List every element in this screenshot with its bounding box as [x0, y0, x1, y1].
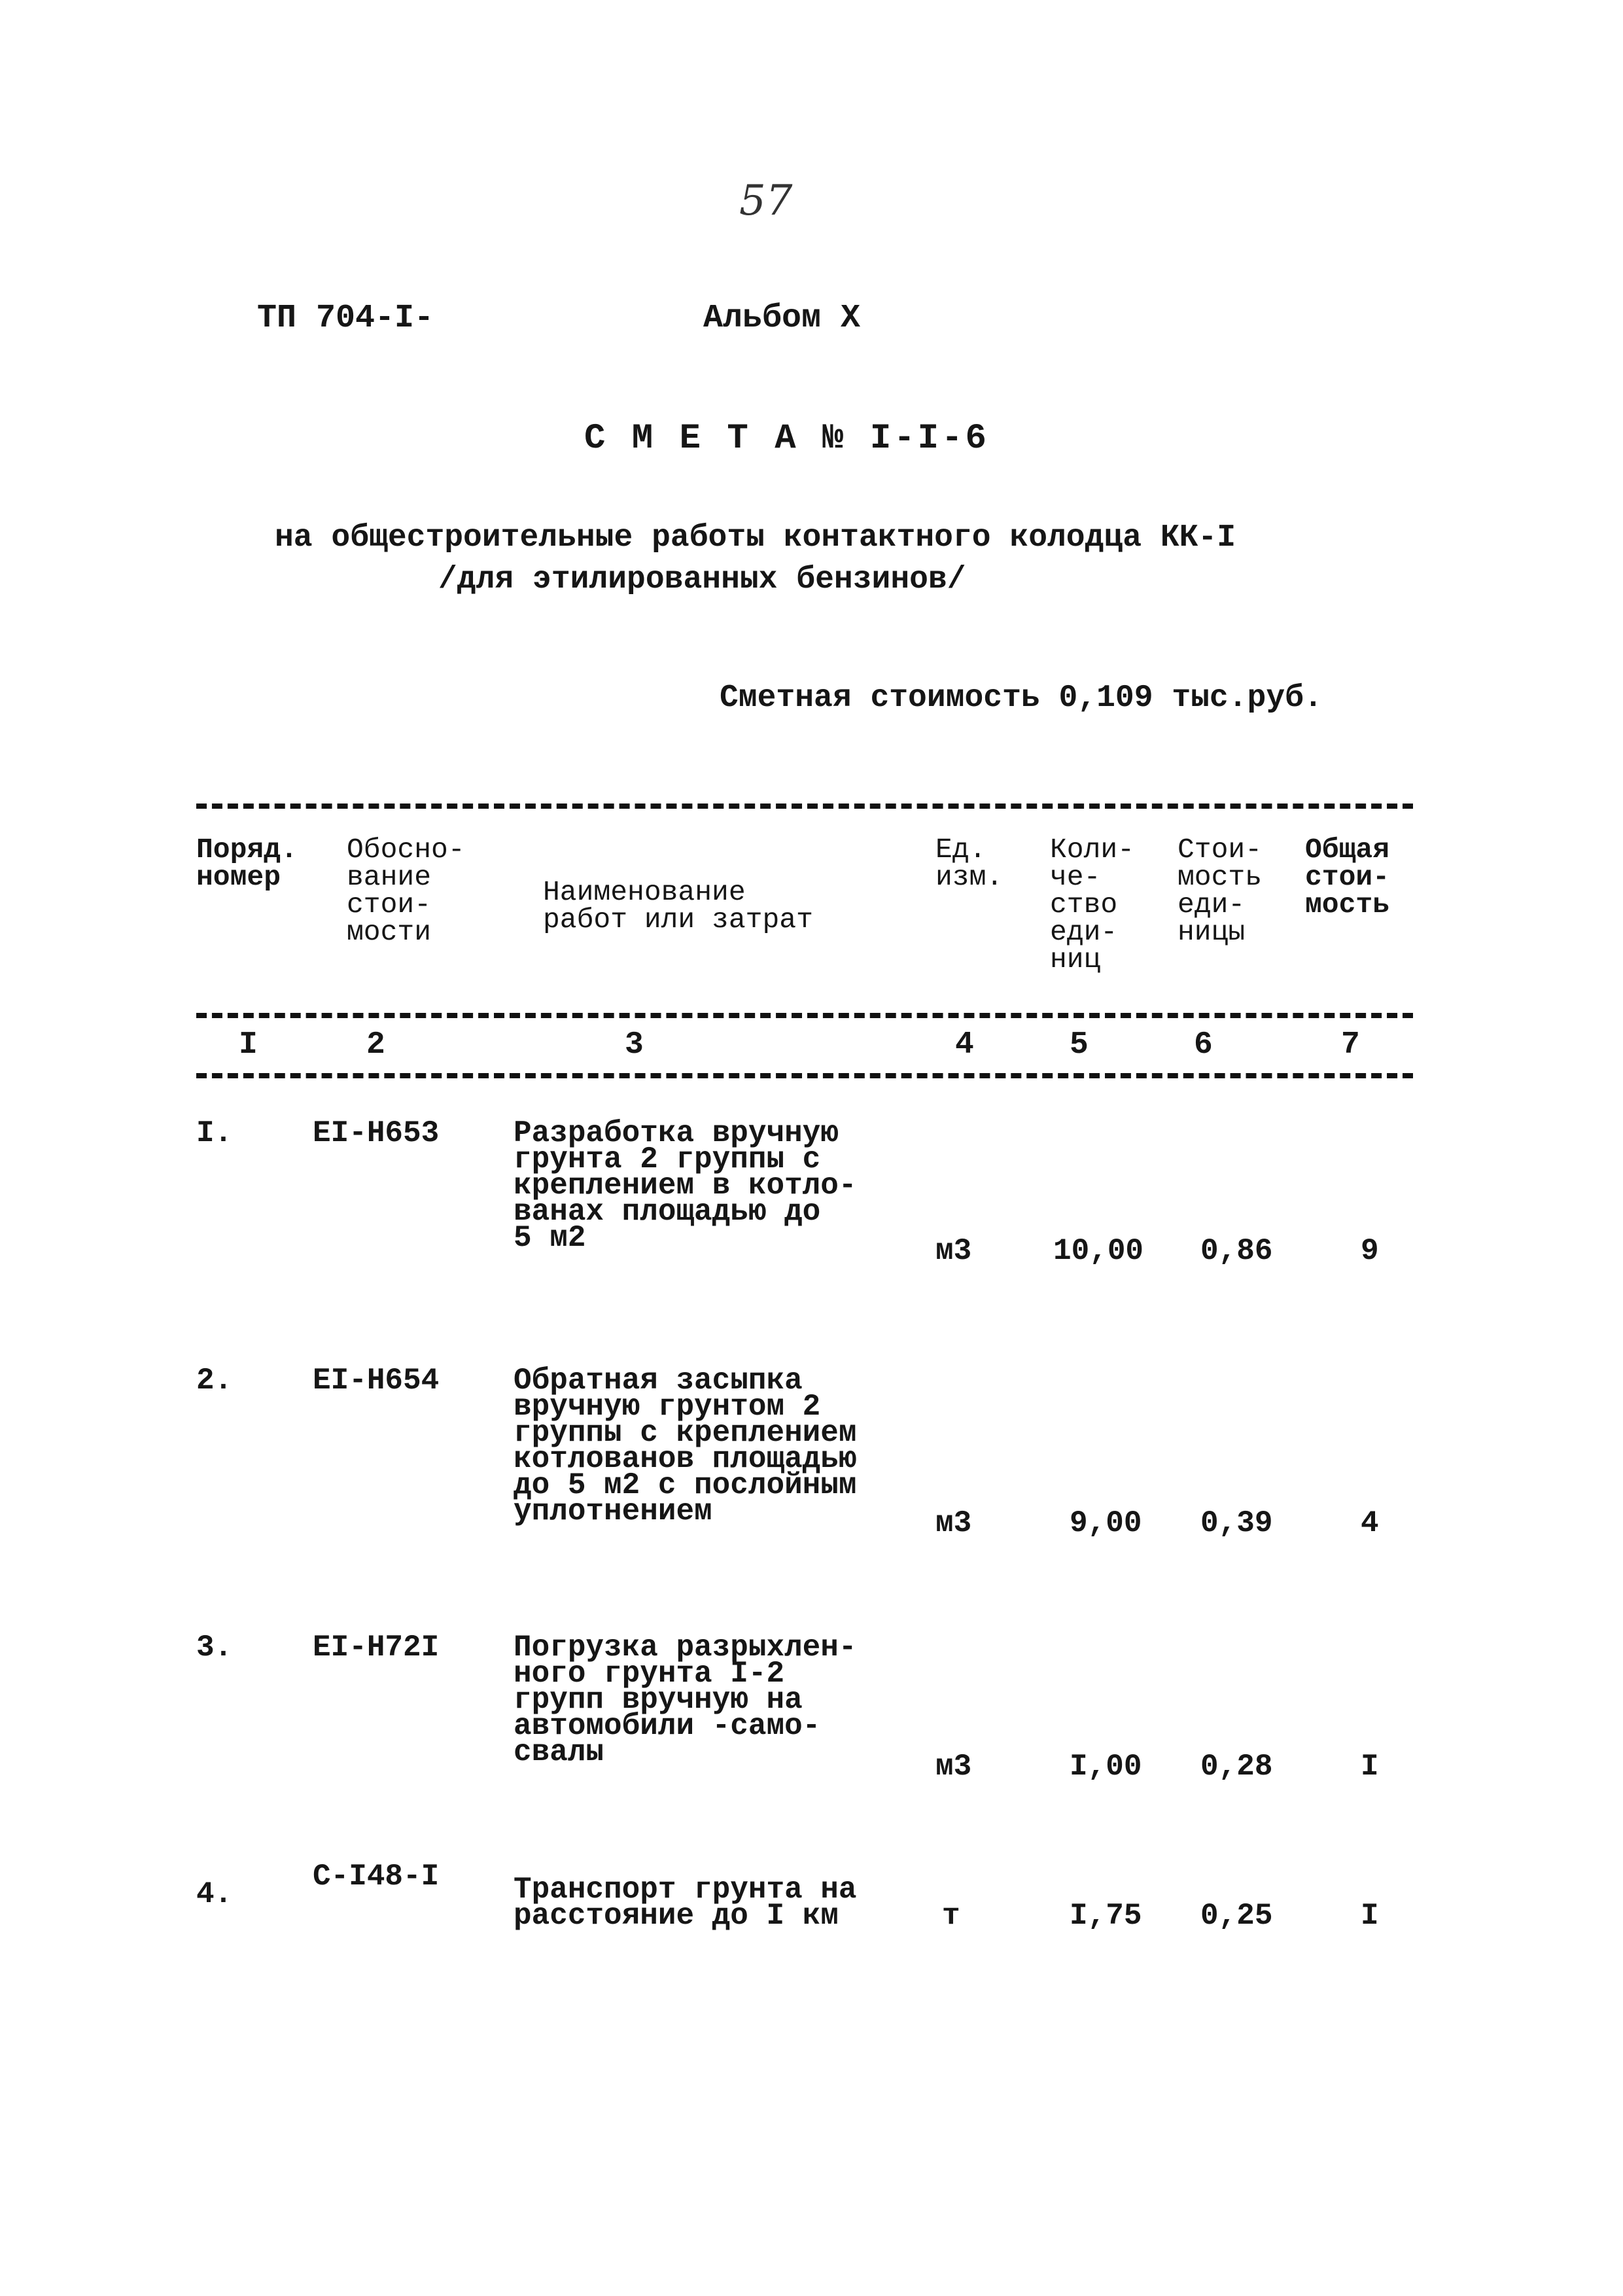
row-unit: м3: [935, 1506, 972, 1540]
row-description: Обратная засыпка вручную грунтом 2 группы с креплением котлованов площадью до 5 м2 с послойным уплотнением: [514, 1364, 857, 1528]
column-number: 4: [955, 1027, 974, 1063]
document-title: С М Е Т А № I-I-6: [584, 419, 989, 459]
row-number: I.: [196, 1116, 233, 1150]
row-quantity: 10,00: [1053, 1234, 1144, 1268]
column-header-basis: Обосно- вание стои- мости: [347, 834, 465, 948]
column-number: 5: [1070, 1027, 1089, 1063]
column-header-order: Поряд. номер: [196, 834, 298, 893]
table-header-rule: [196, 1013, 1413, 1018]
estimated-cost: Сметная стоимость 0,109 тыс.руб.: [720, 680, 1323, 716]
row-unit-price: 0,25: [1200, 1899, 1273, 1933]
row-number: 2.: [196, 1364, 233, 1398]
row-description: Погрузка разрыхлен- ного грунта I-2 групп вручную на автомобили -само- свалы: [514, 1631, 857, 1769]
row-unit: т: [942, 1899, 960, 1933]
subtitle-line-2: /для этилированных бензинов/: [438, 562, 966, 597]
row-number: 3.: [196, 1631, 233, 1665]
row-code: EI-H653: [313, 1116, 440, 1150]
row-description: Транспорт грунта на расстояние до I км: [514, 1873, 857, 1933]
row-total: 4: [1361, 1506, 1379, 1540]
row-code: EI-H72I: [313, 1631, 440, 1665]
column-number: 7: [1341, 1027, 1360, 1063]
document-reference: ТП 704-I-: [257, 300, 434, 337]
row-unit: м3: [935, 1234, 972, 1268]
row-unit-price: 0,86: [1200, 1234, 1273, 1268]
row-unit-price: 0,39: [1200, 1506, 1273, 1540]
row-number: 4.: [196, 1877, 233, 1911]
row-description: Разработка вручную грунта 2 группы с креплением в котло- ванах площадью до 5 м2: [514, 1116, 857, 1255]
row-total: I: [1361, 1899, 1379, 1933]
album-label: Альбом X: [703, 300, 861, 337]
column-number: I: [239, 1027, 258, 1063]
column-header-unit-cost: Стои- мость еди- ницы: [1178, 834, 1263, 948]
column-number: 6: [1194, 1027, 1213, 1063]
subtitle-line-1: на общестроительные работы контактного колодца КК-I: [275, 520, 1236, 556]
row-code: EI-H654: [313, 1364, 440, 1398]
column-header-total-cost: Общая стои- мость: [1305, 834, 1390, 921]
row-unit-price: 0,28: [1200, 1750, 1273, 1784]
row-quantity: 9,00: [1070, 1506, 1142, 1540]
row-unit: м3: [935, 1750, 972, 1784]
column-header-unit: Ед. изм.: [935, 834, 1003, 893]
row-code: C-I48-I: [313, 1860, 440, 1894]
row-quantity: I,00: [1070, 1750, 1142, 1784]
table-top-rule: [196, 804, 1413, 809]
column-header-description: Наименование работ или затрат: [543, 876, 813, 936]
column-number: 2: [366, 1027, 385, 1063]
page-number: 57: [739, 177, 793, 225]
row-total: I: [1361, 1750, 1379, 1784]
table-numbers-rule: [196, 1073, 1413, 1078]
column-number: 3: [625, 1027, 644, 1063]
row-total: 9: [1361, 1234, 1379, 1268]
column-header-quantity: Коли- че- ство еди- ниц: [1050, 834, 1135, 976]
document-subtitle: [275, 517, 1236, 601]
row-quantity: I,75: [1070, 1899, 1142, 1933]
